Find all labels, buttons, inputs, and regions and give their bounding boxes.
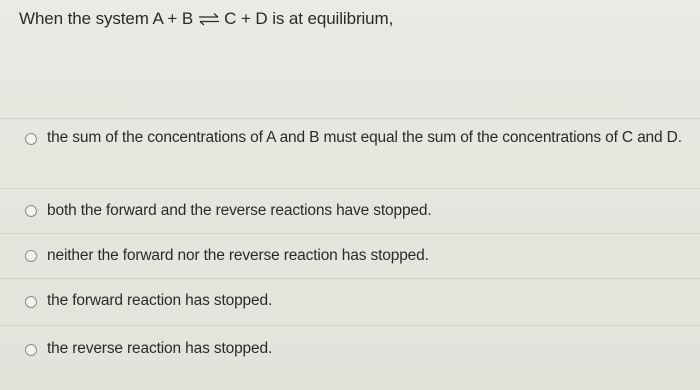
option-label: both the forward and the reverse reactions have stopped. — [47, 202, 432, 219]
option-label: the forward reaction has stopped. — [47, 292, 273, 309]
answer-option-4[interactable] — [0, 278, 700, 325]
radio-button[interactable] — [25, 250, 37, 262]
answer-option-3[interactable] — [0, 233, 700, 278]
answer-option-5[interactable] — [0, 325, 700, 372]
question-text — [19, 8, 393, 32]
radio-button[interactable] — [25, 296, 37, 308]
question-prefix: When the system A + B — [19, 9, 194, 28]
answer-options — [0, 118, 700, 372]
question-suffix: C + D is at equilibrium, — [224, 9, 394, 28]
radio-button[interactable] — [25, 205, 37, 217]
radio-button[interactable] — [25, 133, 37, 145]
option-label: the reverse reaction has stopped. — [47, 340, 273, 357]
option-label: neither the forward nor the reverse reaction has stopped. — [47, 247, 429, 264]
equilibrium-arrows-icon — [198, 10, 220, 32]
radio-button[interactable] — [25, 344, 37, 356]
answer-option-2[interactable] — [0, 188, 700, 233]
option-label: the sum of the concentrations of A and B must equal the sum of the concentrations of C and D. — [47, 129, 682, 146]
answer-option-1[interactable] — [0, 118, 700, 188]
